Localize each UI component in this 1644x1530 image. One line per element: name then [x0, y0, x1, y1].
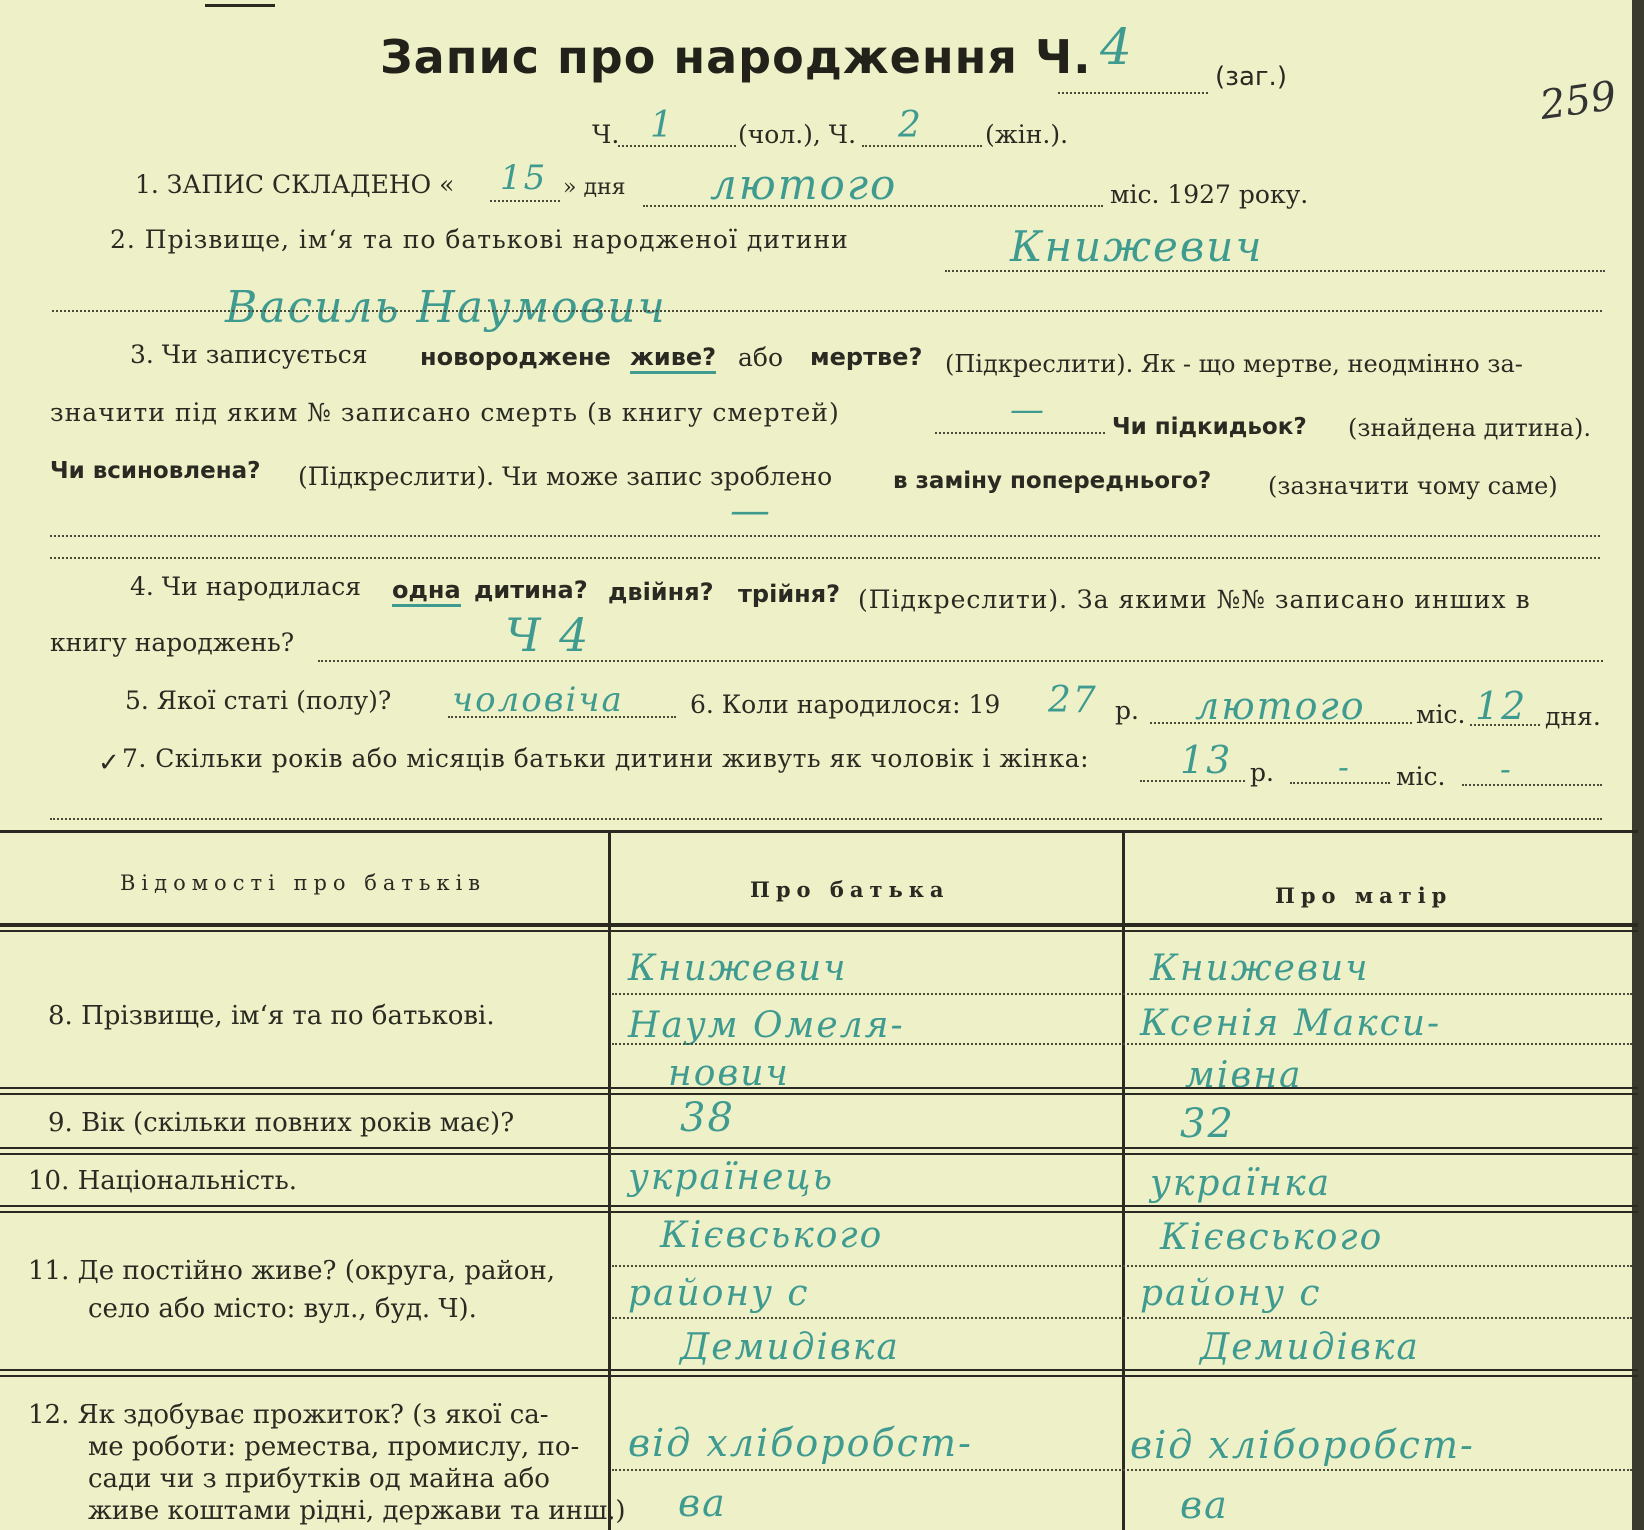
item1-day: 15: [500, 158, 548, 198]
row11-mother-3: Демидівка: [1200, 1327, 1420, 1368]
record-number: 4: [1100, 18, 1134, 76]
table-row-8-label: 8. Прізвище, ім‘я та по батькові.: [48, 1001, 495, 1031]
page-title: Запис про народження Ч.: [380, 30, 1092, 84]
item7-months: -: [1338, 748, 1351, 786]
item3-line3a: (Підкреслити). Чи може запис зроблено: [298, 462, 833, 491]
item5-label: 5. Якої статі (полу)?: [125, 686, 392, 715]
table-header-info: Відомості про батьків: [120, 871, 487, 895]
row11-father-3: Демидівка: [680, 1327, 900, 1368]
item3-dead: мертве?: [810, 343, 923, 371]
table-row-12-label-4: живе коштами рідні, держави та инш.): [88, 1496, 626, 1526]
zag-label: (заг.): [1215, 62, 1287, 92]
item6-dnya: дня.: [1545, 702, 1601, 731]
row10-father: українець: [628, 1157, 835, 1198]
item3-replace: в заміну попереднього?: [893, 468, 1212, 494]
item4-label: 4. Чи народилася: [130, 572, 361, 601]
item3-label: 3. Чи записується: [130, 340, 368, 369]
item3-line3b: (зазначити чому саме): [1268, 472, 1558, 500]
item4-answer: Ч 4: [505, 608, 591, 662]
table-row-12-label-2: ме роботи: ремества, промислу, по-: [88, 1432, 580, 1462]
row11-father-1: Кієвського: [660, 1215, 884, 1256]
row8-father-2: Наум Омеля-: [628, 1005, 905, 1046]
table-row-11-label-2: село або місто: вул., буд. Ч).: [88, 1294, 477, 1324]
female-number: 2: [898, 105, 923, 146]
item6-day: 12: [1475, 684, 1528, 728]
item6-r: р.: [1115, 696, 1139, 725]
table-header-mother: Про матір: [1275, 883, 1453, 908]
top-mark: [205, 4, 275, 7]
item4-twins: двійня?: [608, 578, 714, 606]
table-row-10-label: 10. Національність.: [28, 1166, 297, 1196]
item4-line2: книгу народжень?: [50, 628, 295, 657]
table-row-9-label: 9. Вік (скільки повних років має)?: [48, 1108, 515, 1138]
item3-line2: значити під яким № записано смерть (в книгу смертей): [50, 398, 840, 427]
table-row-12-label-3: сади чи з прибутків од майна або: [88, 1464, 550, 1494]
item6-year: 27: [1048, 680, 1098, 721]
item3-newborn: новороджене: [420, 343, 611, 371]
item6-label: 6. Коли народилося: 19: [690, 690, 1001, 719]
item7-marker: ✓: [98, 748, 120, 778]
table-header-father: Про батька: [750, 877, 950, 902]
row11-mother-1: Кієвського: [1160, 1217, 1384, 1258]
male-prefix: Ч.: [592, 120, 620, 149]
item3-rest1: (Підкреслити). Як - що мертве, неодмінно за-: [945, 350, 1523, 378]
item1-suffix: міс. 1927 року.: [1110, 180, 1309, 209]
item4-rest: (Підкреслити). За якими №№ записано инших в: [858, 585, 1531, 614]
item3-alive: живе?: [630, 343, 716, 374]
female-label: (жін.).: [985, 120, 1069, 149]
row8-mother-3: мівна: [1185, 1055, 1303, 1096]
row11-mother-2: району с: [1140, 1273, 1322, 1314]
item2-text: 2. Прізвище, ім‘я та по батькові народженої дитини: [110, 225, 849, 254]
item7-mis: міс.: [1396, 762, 1446, 791]
row10-mother: українка: [1150, 1163, 1332, 1204]
item4-triplets: трійня?: [738, 580, 841, 608]
table-row-11-label-1: 11. Де постійно живе? (округа, район,: [28, 1256, 556, 1286]
row8-mother-1: Книжевич: [1150, 948, 1370, 989]
item4-child: дитина?: [474, 576, 588, 604]
row11-father-2: району с: [628, 1273, 810, 1314]
row8-father-1: Книжевич: [628, 948, 848, 989]
row12-father-1: від хліборобст-: [628, 1421, 973, 1465]
item6-month: лютого: [1195, 684, 1366, 728]
item3-or: або: [738, 343, 784, 372]
item1-mid: » дня: [563, 175, 626, 200]
row8-father-3: нович: [668, 1053, 790, 1094]
item3-adopted: Чи всиновлена?: [50, 458, 261, 484]
item5-sex: чоловіча: [452, 680, 624, 720]
item1-month: лютого: [710, 160, 898, 209]
page-number: 259: [1537, 72, 1620, 130]
row12-mother-2: ва: [1180, 1483, 1229, 1527]
row9-father: 38: [680, 1095, 735, 1141]
item2-surname: Книжевич: [1010, 222, 1264, 271]
item7-tail: -: [1500, 750, 1513, 788]
item6-mis: міс.: [1416, 700, 1466, 729]
item2-given: Василь Наумович: [225, 282, 667, 333]
item7-label: 7. Скільки років або місяців батьки дитини живуть як чоловік і жінка:: [122, 744, 1090, 773]
item1-prefix: 1. ЗАПИС СКЛАДЕНО «: [135, 170, 455, 199]
item3-found-child: (знайдена дитина).: [1348, 414, 1592, 442]
row12-father-2: ва: [678, 1481, 727, 1525]
item7-years: 13: [1180, 738, 1233, 782]
item3-foundling: Чи підкидьок?: [1112, 414, 1307, 440]
male-label: (чол.), Ч.: [738, 120, 857, 149]
row12-mother-1: від хліборобст-: [1130, 1423, 1475, 1467]
parents-table: [0, 830, 1638, 1530]
item7-r: р.: [1250, 758, 1274, 787]
row9-mother: 32: [1180, 1101, 1235, 1147]
item3-answer: —: [730, 488, 772, 534]
item3-death-no: —: [1010, 390, 1046, 430]
item4-one: одна: [392, 576, 461, 607]
row8-mother-2: Ксенія Макси-: [1140, 1003, 1442, 1044]
male-number: 1: [650, 105, 675, 146]
table-row-12-label-1: 12. Як здобуває прожиток? (з якої са-: [28, 1400, 549, 1430]
